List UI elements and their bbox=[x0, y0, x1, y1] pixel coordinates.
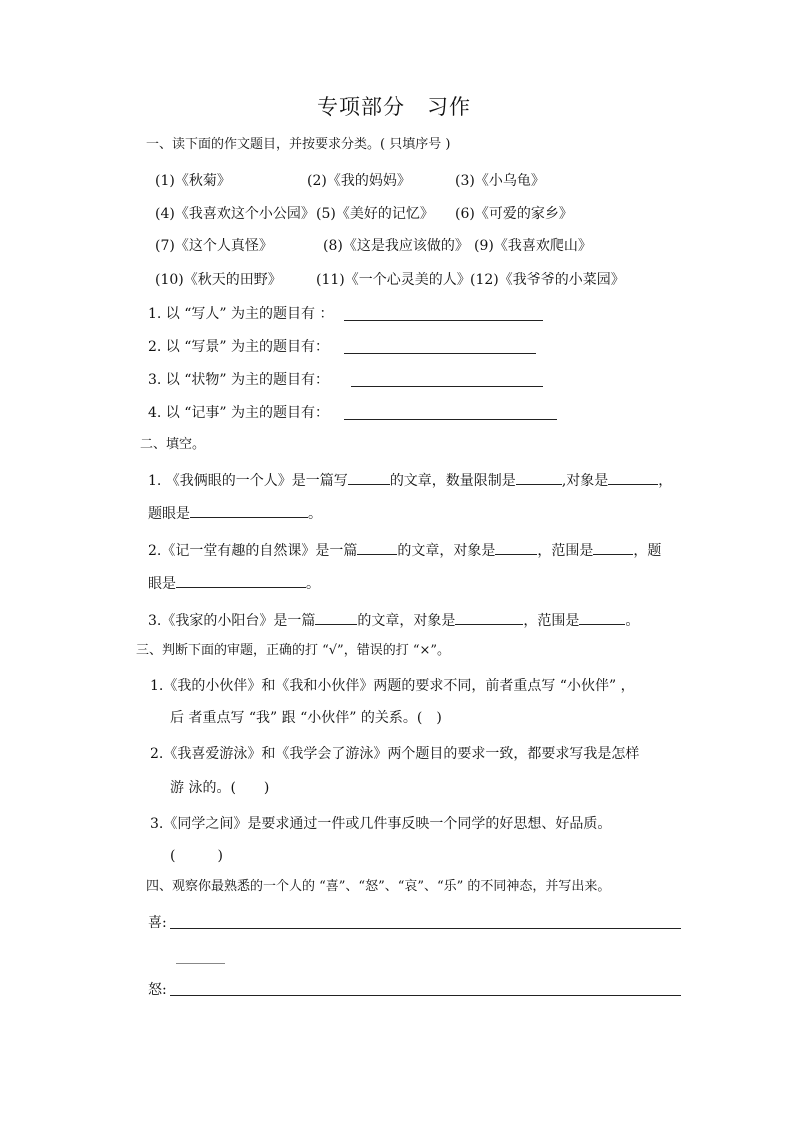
answer-line[interactable] bbox=[344, 320, 543, 321]
topic-item: (2)《我的妈妈》 bbox=[307, 173, 411, 189]
question-text: 3.《我家的小阳台》是一篇 bbox=[148, 613, 316, 629]
section-3-heading: 三、判断下面的审题，正确的打 “√”，错误的打 “×”。 bbox=[136, 643, 451, 658]
question-text: 2.《记一堂有趣的自然课》是一篇 bbox=[148, 543, 358, 559]
question-text: ，范围是 bbox=[537, 543, 594, 559]
label-nu: 怒: bbox=[148, 982, 167, 998]
question-writing-events: 4. 以 “记事” 为主的题目有： bbox=[148, 405, 330, 421]
topic-item: (8)《这是我应该做的》 bbox=[323, 238, 469, 254]
question-text: ，题 bbox=[633, 543, 662, 559]
question-text: 的文章，数量限制是 bbox=[389, 473, 516, 489]
blank[interactable] bbox=[348, 470, 390, 485]
question-text: 。 bbox=[625, 613, 640, 629]
judge-question-2-cont: 游 泳的。( ) bbox=[170, 780, 270, 796]
label-xi: 喜: bbox=[148, 915, 167, 931]
blank[interactable] bbox=[315, 610, 357, 625]
topic-item: (6)《可爱的家乡》 bbox=[455, 206, 573, 222]
topic-item: (5)《美好的记忆》 bbox=[316, 206, 434, 222]
question-text: 。 bbox=[308, 506, 322, 522]
blank[interactable] bbox=[495, 540, 537, 555]
topic-item: (9)《我喜欢爬山》 bbox=[474, 238, 592, 254]
section-1-heading: 一、读下面的作文题目，并按要求分类。( 只填序号 ) bbox=[146, 137, 451, 152]
judge-question-1: 1.《我的小伙伴》和《我和小伙伴》两题的要求不同，前者重点写 “小伙伴” ， bbox=[150, 678, 635, 694]
judge-question-3-answer[interactable]: ( ) bbox=[170, 848, 223, 864]
blank[interactable] bbox=[579, 610, 625, 625]
question-text: 1. 《我俩眼的一个人》是一篇写 bbox=[148, 473, 348, 489]
question-text: 题眼是 bbox=[148, 506, 190, 522]
question-text: 。 bbox=[306, 576, 320, 592]
section-4-heading: 四、观察你最熟悉的一个人的 “喜”、“怒”、“哀”、“乐” 的不同神态，并写出来。 bbox=[146, 879, 611, 894]
topic-item: (12)《我爷爷的小菜园》 bbox=[470, 272, 625, 288]
fill-question-3 bbox=[148, 610, 639, 630]
fill-question-2 bbox=[148, 540, 661, 560]
question-text: 的文章，对象是 bbox=[397, 543, 496, 559]
topic-item: (7)《这个人真怪》 bbox=[155, 238, 273, 254]
fill-question-1 bbox=[148, 470, 672, 490]
answer-line[interactable] bbox=[344, 353, 536, 354]
blank[interactable] bbox=[190, 503, 308, 518]
section-2-heading: 二、填空。 bbox=[140, 437, 206, 452]
question-text: ,对象是 bbox=[561, 473, 609, 489]
blank[interactable] bbox=[176, 573, 306, 588]
topic-item: (11)《一个心灵美的人》 bbox=[316, 272, 471, 288]
topic-item: (1)《秋菊》 bbox=[155, 173, 231, 189]
answer-line-xi[interactable] bbox=[170, 928, 681, 929]
fill-question-1-cont bbox=[148, 503, 322, 523]
short-divider bbox=[176, 963, 225, 964]
question-text: ， bbox=[658, 473, 673, 489]
answer-line-nu[interactable] bbox=[170, 995, 681, 996]
topic-item: (3)《小乌龟》 bbox=[455, 173, 545, 189]
question-text: 眼是 bbox=[148, 576, 176, 592]
blank[interactable] bbox=[608, 470, 658, 485]
topic-item: (10)《秋天的田野》 bbox=[155, 272, 282, 288]
fill-question-2-cont bbox=[148, 573, 320, 593]
answer-line[interactable] bbox=[351, 386, 543, 387]
page-title: 专项部分 习作 bbox=[317, 95, 471, 119]
blank[interactable] bbox=[357, 540, 397, 555]
topic-item: (4)《我喜欢这个小公园》 bbox=[155, 206, 315, 222]
question-writing-people: 1. 以 “写人” 为主的题目有 ： bbox=[148, 306, 334, 322]
blank[interactable] bbox=[593, 540, 633, 555]
question-text: 的文章，对象是 bbox=[357, 613, 456, 629]
blank[interactable] bbox=[516, 470, 562, 485]
question-writing-objects: 3. 以 “状物” 为主的题目有： bbox=[148, 372, 330, 388]
answer-line[interactable] bbox=[344, 419, 557, 420]
question-writing-scenery: 2. 以 “写景” 为主的题目有： bbox=[148, 339, 330, 355]
question-text: ，范围是 bbox=[523, 613, 580, 629]
judge-question-3: 3.《同学之间》是要求通过一件或几件事反映一个同学的好思想、好品质。 bbox=[150, 816, 612, 832]
blank[interactable] bbox=[455, 610, 523, 625]
judge-question-1-cont: 后 者重点写 “我” 跟 “小伙伴” 的关系。( ) bbox=[170, 710, 442, 726]
judge-question-2: 2.《我喜爱游泳》和《我学会了游泳》两个题目的要求一致，都要求写我是怎样 bbox=[150, 746, 640, 762]
